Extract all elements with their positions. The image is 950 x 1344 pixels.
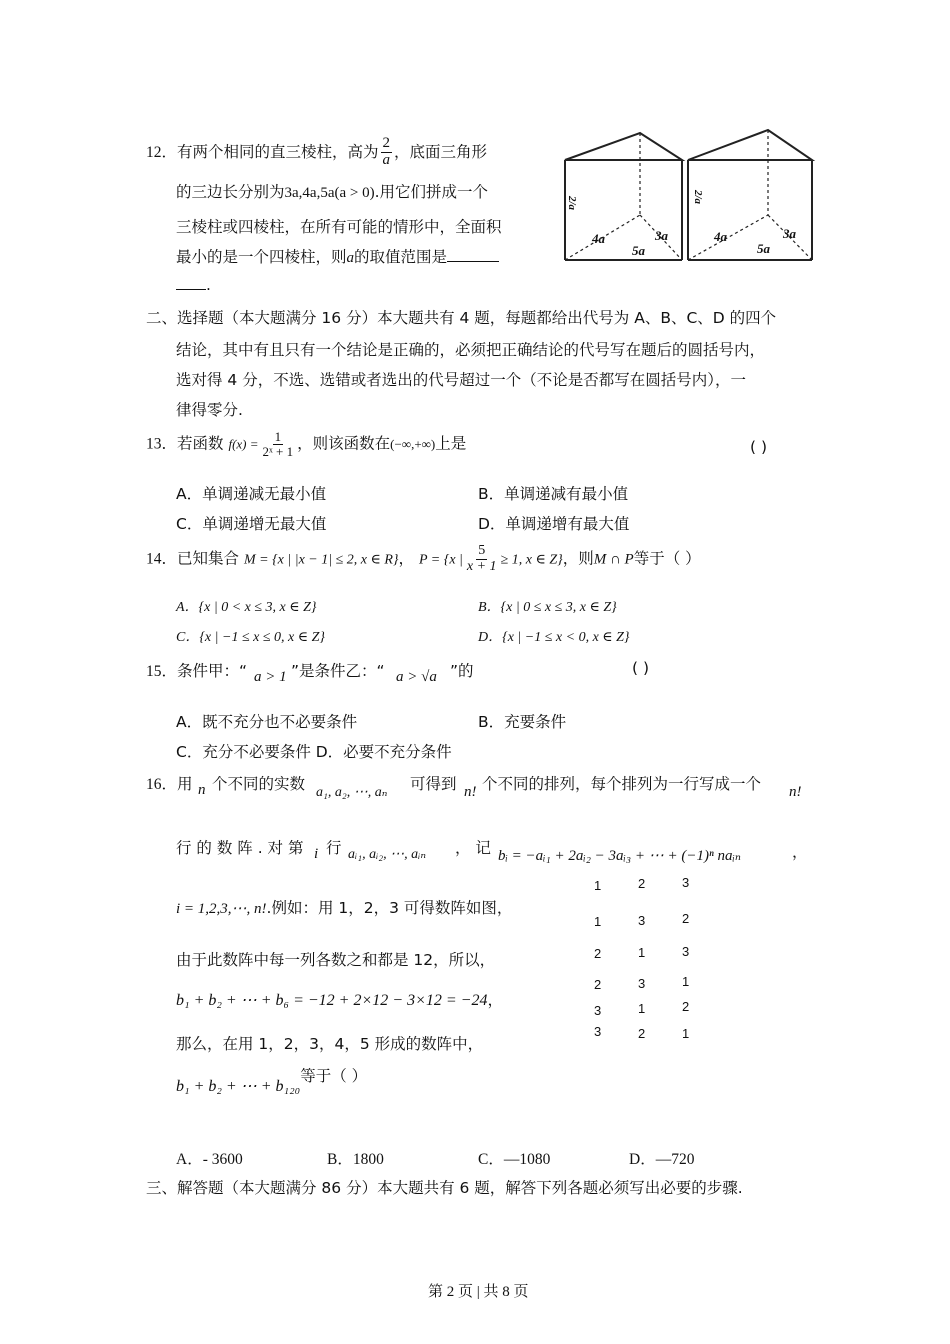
- q14-option-c: C．{x | −1 ≤ x ≤ 0, x ∈ Z}: [176, 630, 325, 645]
- q14-stem: 14．已知集合 M = {x | |x − 1| ≤ 2, x ∈ R}， P = {x | $\frac{5}{x + 1}$ ≥ 1, x ∈ Z}，则M ∩ P等于（ ）: [146, 543, 701, 574]
- q15-stem: 15．条件甲：“: [146, 662, 248, 680]
- section2-line4: 律得零分.: [176, 401, 243, 419]
- q15-option-cd: C．充分不必要条件 D．必要不充分条件: [176, 743, 452, 761]
- section3-header: 三、解答题（本大题满分 86 分）本大题共有 6 题，解答下列各题必须写出必要的步骤.: [146, 1179, 743, 1197]
- matrix-cell: 2: [682, 999, 690, 1014]
- q16-line2d: ，: [792, 843, 808, 861]
- matrix-cell: 3: [638, 976, 646, 991]
- q12-sides-math: 3a,4a,5a(a > 0): [284, 185, 375, 201]
- matrix-cell: 1: [594, 878, 602, 893]
- q13-option-d: D．单调递增有最大值: [478, 515, 630, 533]
- matrix-cell: 2: [594, 946, 602, 961]
- q14-option-d: D．{x | −1 ≤ x < 0, x ∈ Z}: [478, 630, 630, 645]
- prism-right-base-3a: 3a: [783, 226, 796, 241]
- q16-bi-formula: bᵢ = −aᵢ₁ + 2aᵢ₂ − 3aᵢ₃ + ⋯ + (−1)ⁿ naᵢₙ: [498, 848, 741, 864]
- q13-function: f(x) =: [228, 436, 259, 452]
- q16-n: n: [198, 782, 206, 798]
- matrix-cell: 1: [638, 945, 646, 960]
- q13-option-b: B．单调递减有最小值: [478, 485, 629, 503]
- matrix-cell: 3: [638, 913, 646, 928]
- q12-answer-blank-cont: [176, 289, 206, 290]
- q15-condition-a: a > 1: [254, 669, 287, 685]
- q16-line1b: 个不同的实数: [212, 775, 306, 793]
- q15-option-b: B．充要条件: [478, 713, 567, 731]
- q16-line1d: 个不同的排列，每个排列为一行写成一个: [482, 775, 762, 793]
- matrix-cell: 1: [638, 1001, 646, 1016]
- q16-line1: 16．用: [146, 775, 193, 793]
- q16-option-c: C．—1080: [478, 1151, 551, 1168]
- matrix-cell: 2: [638, 876, 646, 891]
- q13-answer-paren: ( ): [750, 438, 768, 456]
- prism-right-base-5a: 5a: [757, 241, 770, 256]
- matrix-cell: 2: [594, 977, 602, 992]
- q16-i: i: [314, 846, 319, 862]
- q16-line5: b₁ + b₂ + ⋯ + b₆ = −12 + 2×12 − 3×12 = −24，: [176, 991, 503, 1009]
- prism-right-base-4a: 4a: [714, 229, 727, 244]
- matrix-cell: 3: [594, 1024, 602, 1039]
- q13-option-a: A．单调递减无最小值: [176, 485, 327, 503]
- q15-option-a: A．既不充分也不必要条件: [176, 713, 358, 731]
- q15-condition-b: a > √a: [396, 669, 437, 685]
- prism-right-height-label: 2/a: [692, 190, 704, 205]
- q12-text: 有两个相同的直三棱柱，高为: [177, 142, 379, 161]
- matrix-cell: 3: [682, 944, 690, 959]
- q16-line2b: 行: [326, 839, 342, 857]
- matrix-cell: 1: [594, 914, 602, 929]
- q15-answer-paren: ( ): [632, 659, 650, 677]
- q16-line7: b₁ + b₂ + ⋯ + b₁₂₀等于（ ）: [176, 1067, 368, 1095]
- matrix-cell: 2: [638, 1026, 646, 1041]
- q12-number: 12．: [146, 143, 178, 161]
- q16-option-b: B．1800: [327, 1151, 384, 1168]
- prism-left-base-5a: 5a: [632, 243, 645, 258]
- q16-sequence: a₁, a₂, ⋯, aₙ: [316, 785, 388, 800]
- q12-line4: 最小的是一个四棱柱，则a的取值范围是: [176, 245, 499, 267]
- q16-nfact: n!: [464, 784, 477, 800]
- q16-line1c: 可得到: [410, 775, 457, 793]
- q12-line3: 三棱柱或四棱柱，在所有可能的情形中，全面积: [176, 218, 502, 236]
- q13-stem: 13．若函数 f(x) = $\frac{1}{\text{2ˣ + 1}}$ ，则该函数在(−∞,+∞)上是: [146, 429, 467, 459]
- q15-stem-mid: ”是条件乙：“: [291, 662, 385, 680]
- q16-line3: i = 1,2,3,⋯, n!.例如：用 1，2，3 可得数阵如图，: [176, 899, 513, 917]
- section2-line2: 结论，其中有且只有一个结论是正确的，必须把正确结论的代号写在题后的圆括号内，: [176, 341, 766, 359]
- matrix-cell: 3: [594, 1003, 602, 1018]
- q12-line1: 12．有两个相同的直三棱柱，高为 $\frac{2}{a}$ ，底面三角形: [146, 135, 488, 168]
- q15-stem-end: ”的: [450, 662, 474, 680]
- q16-row: aᵢ₁, aᵢ₂, ⋯, aᵢₙ: [348, 847, 427, 862]
- q16-line2a: 行 的 数 阵 . 对 第: [176, 839, 304, 857]
- section2-line1: 二、选择题（本大题满分 16 分）本大题共有 4 题，每题都给出代号为 A、B、C、D 的四个: [146, 309, 777, 327]
- q16-option-d: D．—720: [629, 1151, 695, 1168]
- q14-option-a: A．{x | 0 < x ≤ 3, x ∈ Z}: [176, 600, 317, 615]
- q12-line5: .: [176, 276, 211, 294]
- q13-fraction: $\frac{1}{\text{2ˣ + 1}}$: [262, 429, 294, 459]
- q16-line6: 那么，在用 1，2，3，4，5 形成的数阵中，: [176, 1035, 484, 1053]
- q13-option-c: C．单调递增无最大值: [176, 515, 327, 533]
- matrix-cell: 3: [682, 875, 690, 890]
- q16-line4: 由于此数阵中每一列各数之和都是 12，所以，: [176, 951, 496, 969]
- q12-height-fraction: $\frac{2}{a}$: [382, 135, 391, 168]
- q14-fraction: $\frac{5}{x + 1}$: [466, 543, 497, 574]
- matrix-cell: 1: [682, 974, 690, 989]
- matrix-cell: 2: [682, 911, 690, 926]
- q16-nfact2: n!: [789, 784, 802, 800]
- page-footer: 第 2 页 | 共 8 页: [428, 1284, 529, 1300]
- q16-line2c: ， 记: [455, 839, 491, 857]
- q12-line2: 的三边长分别为3a,4a,5a(a > 0).用它们拼成一个: [176, 183, 489, 201]
- q12-answer-blank: [447, 261, 499, 262]
- section2-line3: 选对得 4 分，不选、选错或者选出的代号超过一个（不论是否都写在圆括号内），一: [176, 371, 746, 389]
- q14-set-p: P = {x |: [418, 552, 463, 568]
- q16-option-a: A．- 3600: [176, 1151, 243, 1168]
- prism-left-base-3a: 3a: [655, 228, 668, 243]
- matrix-cell: 1: [682, 1026, 690, 1041]
- q14-set-m: M = {x | |x − 1| ≤ 2, x ∈ R}: [243, 552, 399, 568]
- prism-left-height-label: 2/a: [566, 196, 578, 211]
- q14-option-b: B．{x | 0 ≤ x ≤ 3, x ∈ Z}: [478, 600, 617, 615]
- prism-left-base-4a: 4a: [592, 231, 605, 246]
